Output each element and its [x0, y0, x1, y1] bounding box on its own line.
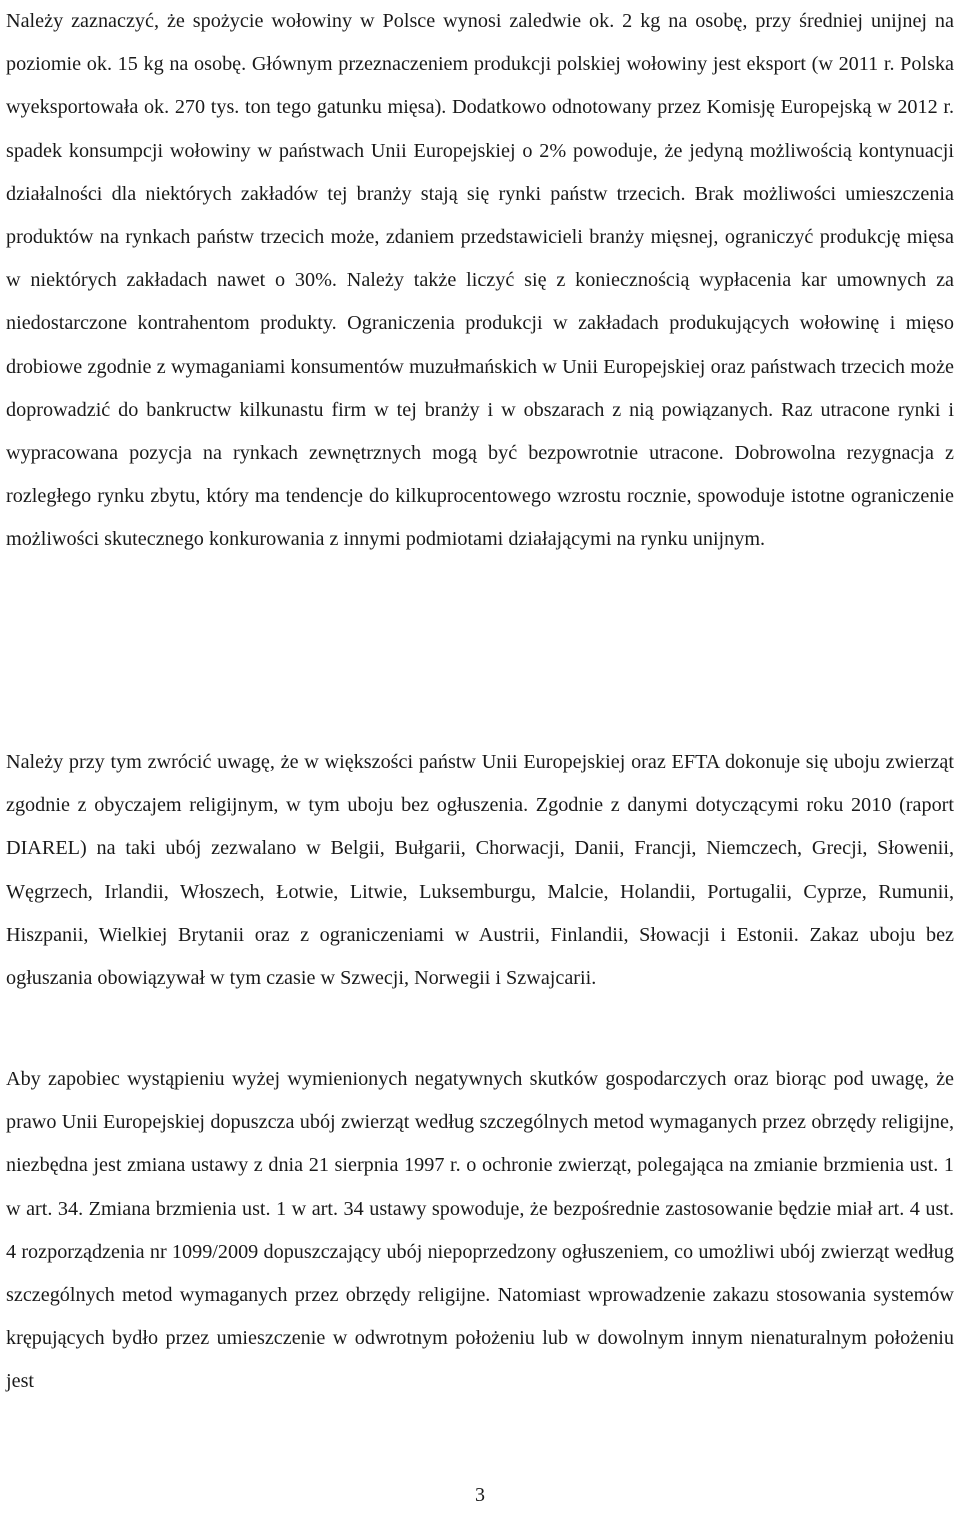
paragraph-eu-religious-slaughter: Należy przy tym zwrócić uwagę, że w większości państw Unii Europejskiej oraz EFTA dokonuje się uboju zwierząt zgodnie z obyczajem religijnym, w tym uboju bez ogłuszenia. Zgodnie z danymi dotyczącymi roku 2010 (raport DIAREL) na taki ubój zezwalano w Belgii, Bułgarii, Chorwacji, Danii, Francji, Niemczech, Grecji, Słowenii, Węgrzech, Irlandii, Włoszech, Łotwie, Litwie, Luksemburgu, Malcie, Holandii, Portugalii, Cyprze, Rumunii, Hiszpanii, Wielkiej Brytanii oraz z ograniczeniami w Austrii, Finlandii, Słowacji i Estonii. Zakaz uboju bez ogłuszania obowiązywał w tym czasie w Szwecji, Norwegii i Szwajcarii. — [6, 751, 954, 990]
page-number: 3 — [475, 1484, 485, 1506]
paragraph-beef-consumption-exports: Należy zaznaczyć, że spożycie wołowiny w Polsce wynosi zaledwie ok. 2 kg na osobę, przy średniej unijnej na poziomie ok. 15 kg na osobę. Głównym przeznaczeniem produkcji polskiej wołowiny jest eksport (w 2011 r. Polska wyeksportowała ok. 270 tys. ton tego gatunku mięsa). Dodatkowo odnotowany przez Komisję Europejską w 2012 r. spadek konsumpcji wołowiny w państwach Unii Europejskiej o 2% powoduje, że jedyną możliwością kontynuacji działalności dla niektórych zakładów tej branży stają się rynki państw trzecich. Brak możliwości umieszczenia produktów na rynkach państw trzecich może, zdaniem przedstawicieli branży mięsnej, ograniczyć produkcję mięsa w niektórych zakładach nawet o 30%. Należy także liczyć się z koniecznością wypłacenia kar umownych za niedostarczone kontrahentom produkty. Ograniczenia produkcji w zakładach produkujących wołowinę i mięso drobiowe zgodnie z wymaganiami konsumentów muzułmańskich w Unii Europejskiej oraz państwach trzecich może doprowadzić do bankructw kilkunastu firm w tej branży i w obszarach z nią powiązanych. Raz utracone rynki i wypracowana pozycja na rynkach zewnętrznych mogą być bezpowrotnie utracone. Dobrowolna rezygnacja z rozległego rynku zbytu, który ma tendencje do kilkuprocentowego wzrostu rocznie, spowoduje istotne ograniczenie możliwości skutecznego konkurowania z innymi podmiotami działającymi na rynku unijnym. — [6, 10, 954, 551]
paragraph-law-amendment: Aby zapobiec wystąpieniu wyżej wymienionych negatywnych skutków gospodarczych oraz biorąc pod uwagę, że prawo Unii Europejskiej dopuszcza ubój zwierząt według szczególnych metod wymaganych przez obrzędy religijne, niezbędna jest zmiana ustawy z dnia 21 sierpnia 1997 r. o ochronie zwierząt, polegająca na zmianie brzmienia ust. 1 w art. 34. Zmiana brzmienia ust. 1 w art. 34 ustawy spowoduje, że bezpośrednie zastosowanie będzie miał art. 4 ust. 4 rozporządzenia nr 1099/2009 dopuszczający ubój niepoprzedzony ogłuszeniem, co umożliwi ubój zwierząt według szczególnych metod wymaganych przez obrzędy religijne. Natomiast wprowadzenie zakazu stosowania systemów krępujących bydło przez umieszczenie w odwrotnym położeniu lub w dowolnym innym nienaturalnym położeniu jest — [6, 1068, 954, 1393]
document-page — [6, 0, 954, 1513]
